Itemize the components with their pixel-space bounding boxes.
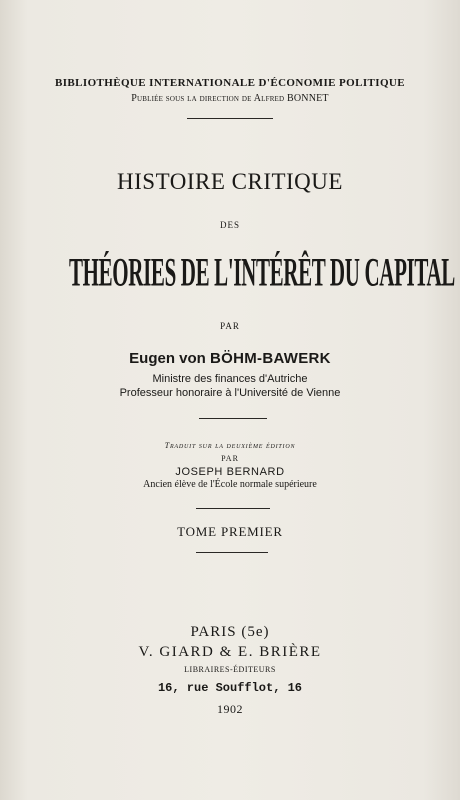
imprint-publisher-type: LIBRAIRES-ÉDITEURS xyxy=(184,665,276,674)
divider-volume xyxy=(196,552,268,553)
imprint-year: 1902 xyxy=(217,702,243,716)
divider-lower xyxy=(196,508,270,509)
imprint-address: 16, rue Soufflot, 16 xyxy=(157,681,303,695)
translation-note: Traduit sur la deuxième édition xyxy=(164,441,296,450)
author-role-1: Ministre des finances d'Autriche xyxy=(152,373,308,385)
author-given-name: Eugen von xyxy=(129,350,211,367)
translator-par: PAR xyxy=(221,454,239,463)
title-line-1: HISTOIRE CRITIQUE xyxy=(117,169,343,194)
author-surname: BÖHM-BAWERK xyxy=(210,350,331,367)
series-direction: Publiée sous la direction de Alfred BONNET xyxy=(131,93,329,104)
divider-top xyxy=(187,118,273,119)
translator-name: JOSEPH BERNARD xyxy=(175,466,285,478)
divider-middle xyxy=(199,418,267,419)
main-title: THÉORIES DE L'INTÉRÊT DU CAPITAL xyxy=(69,250,455,295)
imprint-publisher: V. GIARD & E. BRIÈRE xyxy=(138,644,322,660)
title-line-2: DES xyxy=(219,220,240,230)
imprint-city: PARIS (5e) xyxy=(190,624,270,640)
volume-label: TOME PREMIER xyxy=(177,524,283,539)
author-name xyxy=(0,351,460,366)
translator-role: Ancien élève de l'École normale supérieure xyxy=(143,479,317,490)
author-par: PAR xyxy=(220,321,240,331)
series-title: BIBLIOTHÈQUE INTERNATIONALE D'ÉCONOMIE POLITIQUE xyxy=(55,77,405,89)
author-role-2: Professeur honoraire à l'Université de Vienne xyxy=(119,387,341,399)
